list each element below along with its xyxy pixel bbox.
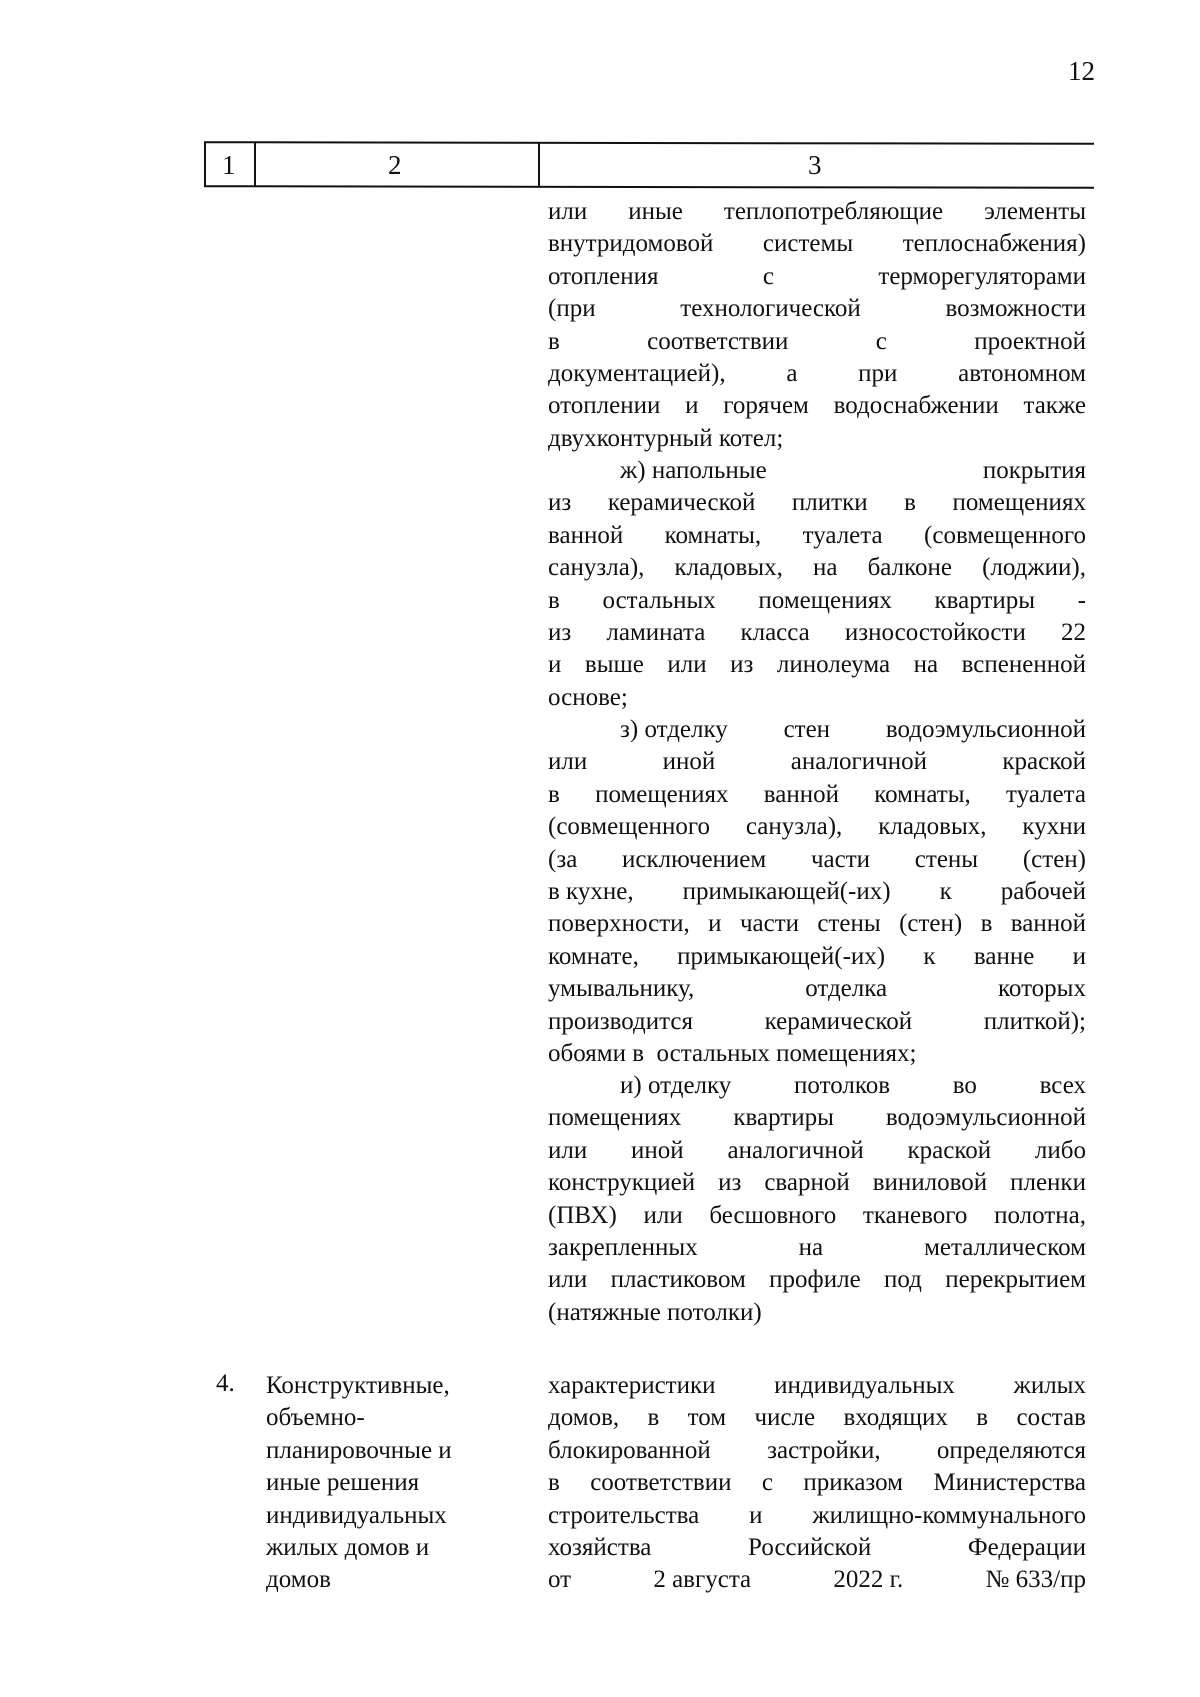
text-word: приказом <box>803 1469 904 1497</box>
text-word: также <box>1023 392 1086 420</box>
text-line <box>548 261 1086 293</box>
text-word: комнаты, <box>874 780 971 808</box>
text-word: линолеума <box>776 651 891 679</box>
text-word: на <box>798 1234 824 1262</box>
page-number: 12 <box>1068 56 1095 86</box>
row4-number: 4. <box>216 1370 235 1397</box>
text-line <box>548 390 1086 422</box>
text-line <box>548 682 1086 714</box>
text-word: (лоджии), <box>982 554 1086 582</box>
text-word: виниловой <box>872 1169 988 1197</box>
text-word: и <box>1072 942 1086 970</box>
text-line <box>548 1167 1086 1199</box>
text-word: из <box>548 489 572 517</box>
text-word: блокированной <box>548 1436 711 1464</box>
text-word: в <box>548 586 560 614</box>
text-word: с <box>875 327 887 355</box>
header-col-2: 2 <box>388 150 402 180</box>
text-line <box>548 228 1086 260</box>
text-line <box>548 455 1086 487</box>
text-word: комнаты, <box>664 521 762 549</box>
text-word: в <box>976 1404 989 1432</box>
text-word: документацией), <box>548 360 726 388</box>
text-word: входящих <box>843 1404 948 1432</box>
text-word: ванной <box>1010 910 1086 938</box>
text-word: или <box>548 1136 588 1164</box>
text-word: стены <box>817 910 881 938</box>
text-word: з) отделку <box>620 716 728 743</box>
text-word: туалета <box>802 521 883 549</box>
text-word: части <box>739 910 800 938</box>
header-bottom-rule <box>204 185 1094 189</box>
text-word: характеристики <box>548 1372 716 1399</box>
text-word: в <box>548 780 560 808</box>
text-word: 2022 г. <box>833 1566 904 1594</box>
item-zh <box>548 455 1086 714</box>
row4-title-line: планировочные и <box>266 1436 452 1464</box>
text-word: плитки <box>791 489 868 517</box>
text-word: квартиры <box>733 1104 834 1132</box>
text-word: терморегуляторами <box>878 262 1086 290</box>
text-word: поверхности, <box>548 910 690 938</box>
text-word: рабочей <box>1000 878 1086 906</box>
text-word: исключением <box>622 845 767 873</box>
text-word: (совмещенного <box>548 813 710 841</box>
text-word: к <box>939 878 952 906</box>
text-word: и <box>548 651 562 679</box>
text-word: автономном <box>958 360 1086 388</box>
text-word: керамической <box>607 489 756 517</box>
text-word: помещениях <box>595 780 729 808</box>
text-word: (стен) <box>899 910 963 938</box>
text-word: хозяйства <box>548 1534 652 1562</box>
text-word: (при <box>548 295 596 323</box>
text-line <box>548 1006 1086 1038</box>
row4-title-line: иные решения <box>266 1469 420 1497</box>
text-word: водоэмульсионной <box>885 716 1086 743</box>
text-word: с <box>762 262 774 290</box>
text-line <box>548 520 1086 552</box>
text-word: выше <box>584 651 644 679</box>
text-line <box>548 487 1086 519</box>
text-word: возможности <box>945 295 1086 323</box>
text-word: элементы <box>984 198 1086 225</box>
text-word: отопления <box>548 262 659 290</box>
text-word: иной <box>662 748 716 776</box>
text-word: иные <box>628 198 683 225</box>
text-word: конструкцией <box>548 1169 696 1197</box>
header-divider-1-2 <box>254 143 256 187</box>
text-word: ванной <box>763 780 839 808</box>
text-word: аналогичной <box>727 1136 864 1164</box>
text-line <box>548 1467 1086 1499</box>
text-word: квартиры <box>934 586 1035 614</box>
text-word: кладовых, <box>674 554 783 582</box>
text-word: плиткой); <box>983 1007 1086 1035</box>
text-line <box>548 649 1086 681</box>
text-word: на <box>812 554 838 582</box>
text-line <box>548 196 1086 228</box>
text-word: а <box>786 360 798 388</box>
text-word: горячем <box>723 392 809 420</box>
text-word: потолков <box>794 1072 891 1099</box>
text-word: полотна, <box>994 1201 1086 1229</box>
text-word: кухни <box>1022 813 1086 841</box>
text-line <box>548 779 1086 811</box>
header-top-rule <box>204 141 1094 145</box>
text-word: отоплении <box>548 392 661 420</box>
text-word: Российской <box>748 1534 872 1562</box>
text-word: бесшовного <box>709 1201 837 1229</box>
text-word: 2 августа <box>653 1566 752 1594</box>
text-word: или <box>643 1201 683 1229</box>
text-word: проектной <box>974 327 1086 355</box>
text-word: в <box>904 489 916 517</box>
text-word: с <box>761 1469 773 1497</box>
text-line <box>548 908 1086 940</box>
text-word: умывальнику, <box>548 975 695 1003</box>
text-word: класса <box>740 619 810 647</box>
text-word: на <box>913 651 939 679</box>
text-word: жилищно-коммунального <box>812 1501 1086 1529</box>
text-word: ванне <box>973 942 1035 970</box>
text-line <box>548 876 1086 908</box>
text-word: к <box>923 942 936 970</box>
text-word: которых <box>998 975 1086 1003</box>
text-word: и <box>749 1501 763 1529</box>
text-word: (стен) <box>1022 845 1086 873</box>
text-line <box>548 423 1086 455</box>
text-line <box>548 326 1086 358</box>
text-word: (за <box>548 845 578 873</box>
text-word: индивидуальных <box>774 1372 955 1399</box>
text-word: помещениях <box>952 489 1086 517</box>
text-line <box>548 973 1086 1005</box>
text-word: пленки <box>1010 1169 1086 1197</box>
text-word: внутридомовой <box>548 230 714 258</box>
text-word: при <box>858 360 898 388</box>
text-word: числе <box>754 1404 816 1432</box>
continued-text <box>548 196 1086 455</box>
text-word: части <box>810 845 871 873</box>
text-word: домов, <box>548 1404 620 1432</box>
text-word: или <box>548 1266 588 1294</box>
text-word: стены <box>914 845 979 873</box>
text-word: всех <box>1039 1072 1086 1099</box>
text-word: туалета <box>1006 780 1086 808</box>
text-line <box>548 358 1086 390</box>
text-word: стен <box>783 716 831 743</box>
text-word: обоями в остальных помещениях; <box>548 1040 917 1068</box>
text-line <box>548 1200 1086 1232</box>
text-word: технологической <box>680 295 861 323</box>
text-word: из <box>718 1169 742 1197</box>
text-line <box>548 1532 1086 1564</box>
text-word: соответствии <box>647 327 789 355</box>
text-line <box>548 1232 1086 1264</box>
text-word: (совмещенного <box>924 521 1086 549</box>
header-divider-left <box>204 143 206 187</box>
text-word: ламината <box>606 619 706 647</box>
text-word: краской <box>1002 748 1086 776</box>
text-line <box>548 293 1086 325</box>
text-word: соответствии <box>590 1469 732 1497</box>
text-word: в <box>647 1404 660 1432</box>
text-line <box>548 1435 1086 1467</box>
item-i <box>548 1070 1086 1329</box>
row4-title-line: объемно- <box>266 1404 365 1432</box>
text-line <box>548 1370 1086 1402</box>
text-word: помещениях <box>758 586 892 614</box>
row4-title <box>266 1370 526 1597</box>
text-word: санузла), <box>745 813 843 841</box>
text-word: том <box>687 1404 727 1432</box>
text-word: 22 <box>1060 619 1086 647</box>
text-word: производится <box>548 1007 693 1035</box>
text-word: в <box>548 327 560 355</box>
text-word: системы <box>762 230 854 258</box>
text-line <box>548 1564 1086 1596</box>
text-word: краской <box>907 1136 992 1164</box>
text-word: санузла), <box>548 554 645 582</box>
text-word: под <box>884 1266 922 1294</box>
text-word: теплоснабжения) <box>902 230 1086 258</box>
text-word: или <box>548 748 588 776</box>
header-divider-2-3 <box>538 143 540 187</box>
text-word: от <box>548 1566 572 1594</box>
text-word: ж) напольные <box>620 457 767 484</box>
text-line <box>548 1102 1086 1134</box>
text-word: водоэмульсионной <box>885 1104 1086 1132</box>
text-word: металлическом <box>924 1234 1086 1262</box>
text-line <box>548 1264 1086 1296</box>
text-word: примыкающей(-их) <box>682 878 891 906</box>
text-line <box>548 1402 1086 1434</box>
text-word: иной <box>631 1136 684 1164</box>
text-word: или <box>667 651 707 679</box>
text-word: № 633/пр <box>985 1566 1086 1594</box>
text-word: покрытия <box>982 457 1086 484</box>
text-word: балконе <box>867 554 952 582</box>
text-word: и <box>708 910 722 938</box>
row4-title-line: Конструктивные, <box>266 1372 450 1399</box>
text-word: перекрытием <box>945 1266 1086 1294</box>
text-word: закрепленных <box>548 1234 698 1262</box>
text-line <box>548 941 1086 973</box>
text-word: ванной <box>548 521 624 549</box>
text-line <box>548 617 1086 649</box>
text-word: тканевого <box>862 1201 968 1229</box>
text-word: Федерации <box>967 1534 1086 1562</box>
text-line <box>548 714 1086 746</box>
text-word: остальных <box>602 586 716 614</box>
text-word: и) отделку <box>620 1072 732 1099</box>
text-word: отделка <box>805 975 888 1003</box>
text-word: керамической <box>764 1007 913 1035</box>
text-word: из <box>548 619 572 647</box>
text-word: водоснабжении <box>833 392 999 420</box>
text-line <box>548 1135 1086 1167</box>
row4-title-line: жилых домов и <box>266 1534 430 1562</box>
text-line <box>548 552 1086 584</box>
text-line <box>548 811 1086 843</box>
text-word: во <box>952 1072 977 1099</box>
text-word: основе; <box>548 683 628 711</box>
text-word: строительства <box>548 1501 700 1529</box>
text-word: вспененной <box>961 651 1086 679</box>
text-word: помещениях <box>548 1104 682 1132</box>
text-word: примыкающей(-их) <box>677 942 886 970</box>
text-line <box>548 1297 1086 1329</box>
text-word: (натяжные потолки) <box>548 1298 762 1326</box>
text-word: теплопотребляющие <box>723 198 944 225</box>
text-word: сварной <box>764 1169 850 1197</box>
text-word: пластиковом <box>610 1266 746 1294</box>
text-line <box>548 1500 1086 1532</box>
text-word: жилых <box>1013 1372 1086 1399</box>
text-word: (ПВХ) <box>548 1201 617 1229</box>
text-word: аналогичной <box>790 748 927 776</box>
text-word: в кухне, <box>548 878 634 906</box>
row4-title-line: индивидуальных <box>266 1501 447 1529</box>
text-word: и <box>685 392 699 420</box>
text-line <box>548 844 1086 876</box>
text-word: Министерства <box>933 1469 1086 1497</box>
row4-title-line: домов <box>266 1566 331 1594</box>
text-word: кладовых, <box>878 813 987 841</box>
text-word: из <box>730 651 754 679</box>
text-word: комнате, <box>548 942 639 970</box>
text-word: износостойкости <box>844 619 1026 647</box>
text-word: в <box>980 910 993 938</box>
row4-text <box>548 1370 1086 1597</box>
text-word: профиле <box>769 1266 861 1294</box>
text-word: состав <box>1016 1404 1086 1432</box>
text-line <box>548 1070 1086 1102</box>
text-line <box>548 746 1086 778</box>
text-word: или <box>548 198 588 225</box>
text-word: в <box>548 1469 560 1497</box>
text-word: определяются <box>936 1436 1086 1464</box>
header-col-3: 3 <box>808 150 822 180</box>
text-word: - <box>1077 586 1086 614</box>
text-word: либо <box>1034 1136 1086 1164</box>
text-word: двухконтурный котел; <box>548 424 784 452</box>
text-line <box>548 585 1086 617</box>
text-word: застройки, <box>767 1436 881 1464</box>
text-line <box>548 1038 1086 1070</box>
header-col-1: 1 <box>222 150 236 180</box>
item-z <box>548 714 1086 1070</box>
